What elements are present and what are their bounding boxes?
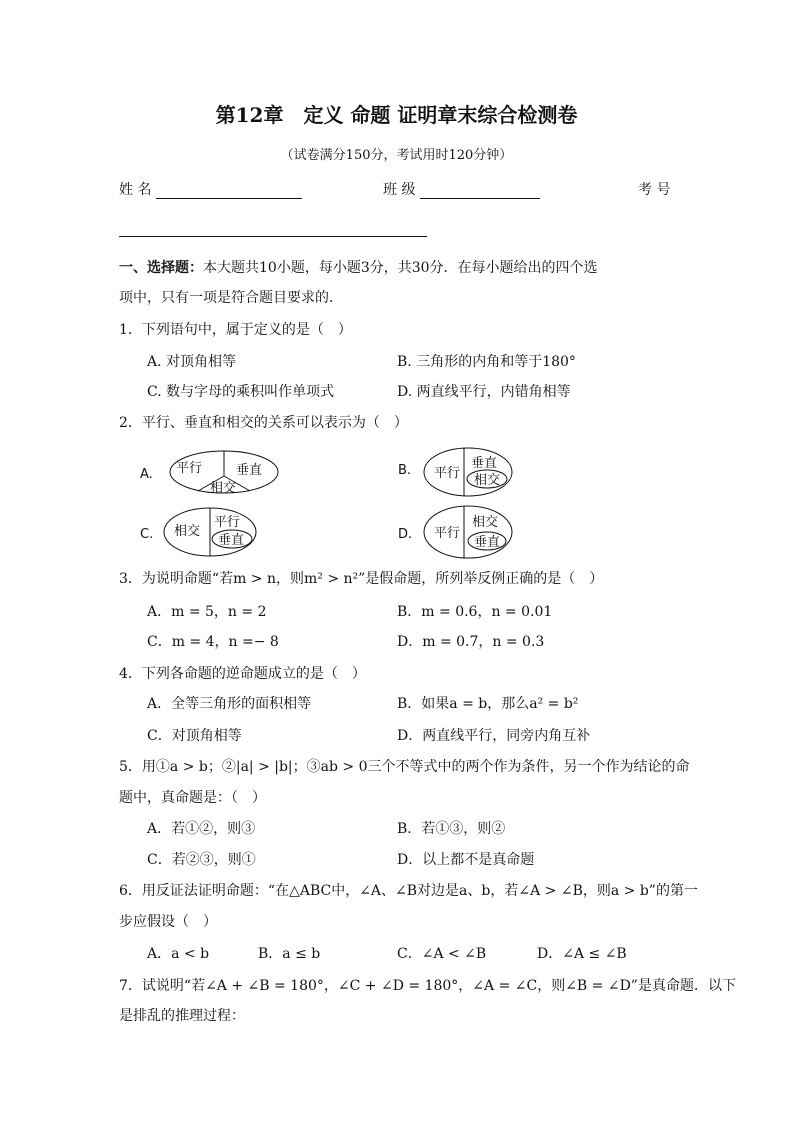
option-a: A．a < b <box>147 946 210 962</box>
question-5: 5．用①a > b；②|a| > |b|；③ab > 0三个不等式中的两个作为条件，另一个作为结论的命 <box>119 759 690 775</box>
region-label: 平行 <box>434 526 461 541</box>
question-5-cont: 题中，真命题是：（ ） <box>119 790 266 806</box>
region-label: 垂直 <box>471 456 498 471</box>
region-label: 相交 <box>174 524 201 539</box>
region-label: 垂直 <box>236 463 263 478</box>
option-d: D．两直线平行，同旁内角互补 <box>397 728 591 744</box>
option-b: B．m = 0.6，n = 0.01 <box>397 604 553 620</box>
section-text: 项中，只有一项是符合题目要求的． <box>119 290 343 306</box>
option-b: B．a ≤ b <box>258 946 321 962</box>
diagram-d <box>398 504 518 562</box>
diagram-a <box>140 448 280 498</box>
question-6: 6．用反证法证明命题：“在△ABC中，∠A、∠B对边是a、b，若∠A > ∠B，则a > b”的第一 <box>119 883 698 899</box>
region-label: 垂直 <box>218 533 245 548</box>
question-2: 2．平行、垂直和相交的关系可以表示为（ ） <box>119 415 408 431</box>
diagram-b <box>398 446 518 500</box>
region-label: 相交 <box>472 515 499 530</box>
id-label: 考 号 <box>638 182 671 198</box>
diagram-label: A. <box>140 467 153 482</box>
id-blank-line[interactable] <box>119 236 427 237</box>
subtitle: （试卷满分150分，考试用时120分钟） <box>280 148 513 163</box>
diagram-label: D. <box>398 527 413 542</box>
question-6-cont: 步应假设（ ） <box>119 914 217 930</box>
option-d: D．m = 0.7，n = 0.3 <box>397 634 545 650</box>
question-4: 4．下列各命题的逆命题成立的是（ ） <box>119 666 366 682</box>
region-label: 平行 <box>434 466 461 481</box>
region-label: 平行 <box>214 515 241 530</box>
diagram-label: C. <box>140 527 154 542</box>
name-field[interactable] <box>119 181 302 199</box>
option-c: C．若②③，则① <box>147 852 256 868</box>
option-c: C．∠A < ∠B <box>397 946 487 962</box>
class-field[interactable] <box>383 181 540 199</box>
option-a: A. 对顶角相等 <box>147 354 237 370</box>
region-label: 相交 <box>474 473 501 488</box>
region-label: 垂直 <box>474 535 501 550</box>
question-3: 3．为说明命题“若m > n，则m² > n²”是假命题，所列举反例正确的是（ ） <box>119 571 604 587</box>
diagram-c <box>140 506 270 560</box>
option-a: A．若①②，则③ <box>147 821 256 837</box>
option-b: B．如果a = b，那么a² = b² <box>397 696 579 712</box>
class-label: 班 级 <box>383 182 416 198</box>
option-d: D．以上都不是真命题 <box>397 852 535 868</box>
name-label: 姓 名 <box>119 182 152 198</box>
section-heading-line: 一、选择题：本大题共10小题，每小题3分，共30分．在每小题给出的四个选 <box>119 260 598 276</box>
option-d: D. 两直线平行，内错角相等 <box>397 384 571 400</box>
option-a: A．m = 5，n = 2 <box>147 604 267 620</box>
option-d: D．∠A ≤ ∠B <box>537 946 627 962</box>
question-7: 7．试说明“若∠A + ∠B = 180°，∠C + ∠D = 180°，∠A = ∠C，则∠B = ∠D”是真命题．以下 <box>119 978 736 994</box>
option-c: C．m = 4，n =− 8 <box>147 634 279 650</box>
region-label: 平行 <box>176 461 203 476</box>
question-1: 1．下列语句中，属于定义的是（ ） <box>119 322 352 338</box>
question-7-cont: 是排乱的推理过程： <box>119 1008 245 1024</box>
option-c: C．对顶角相等 <box>147 728 242 744</box>
option-b: B．若①③，则② <box>397 821 506 837</box>
option-c: C. 数与字母的乘积叫作单项式 <box>147 384 335 400</box>
page-title: 第12章 定义 命题 证明章末综合检测卷 <box>215 103 578 127</box>
option-b: B. 三角形的内角和等于180° <box>397 354 576 370</box>
diagram-label: B. <box>398 463 412 478</box>
option-a: A．全等三角形的面积相等 <box>147 696 312 712</box>
region-label: 相交 <box>210 481 237 496</box>
